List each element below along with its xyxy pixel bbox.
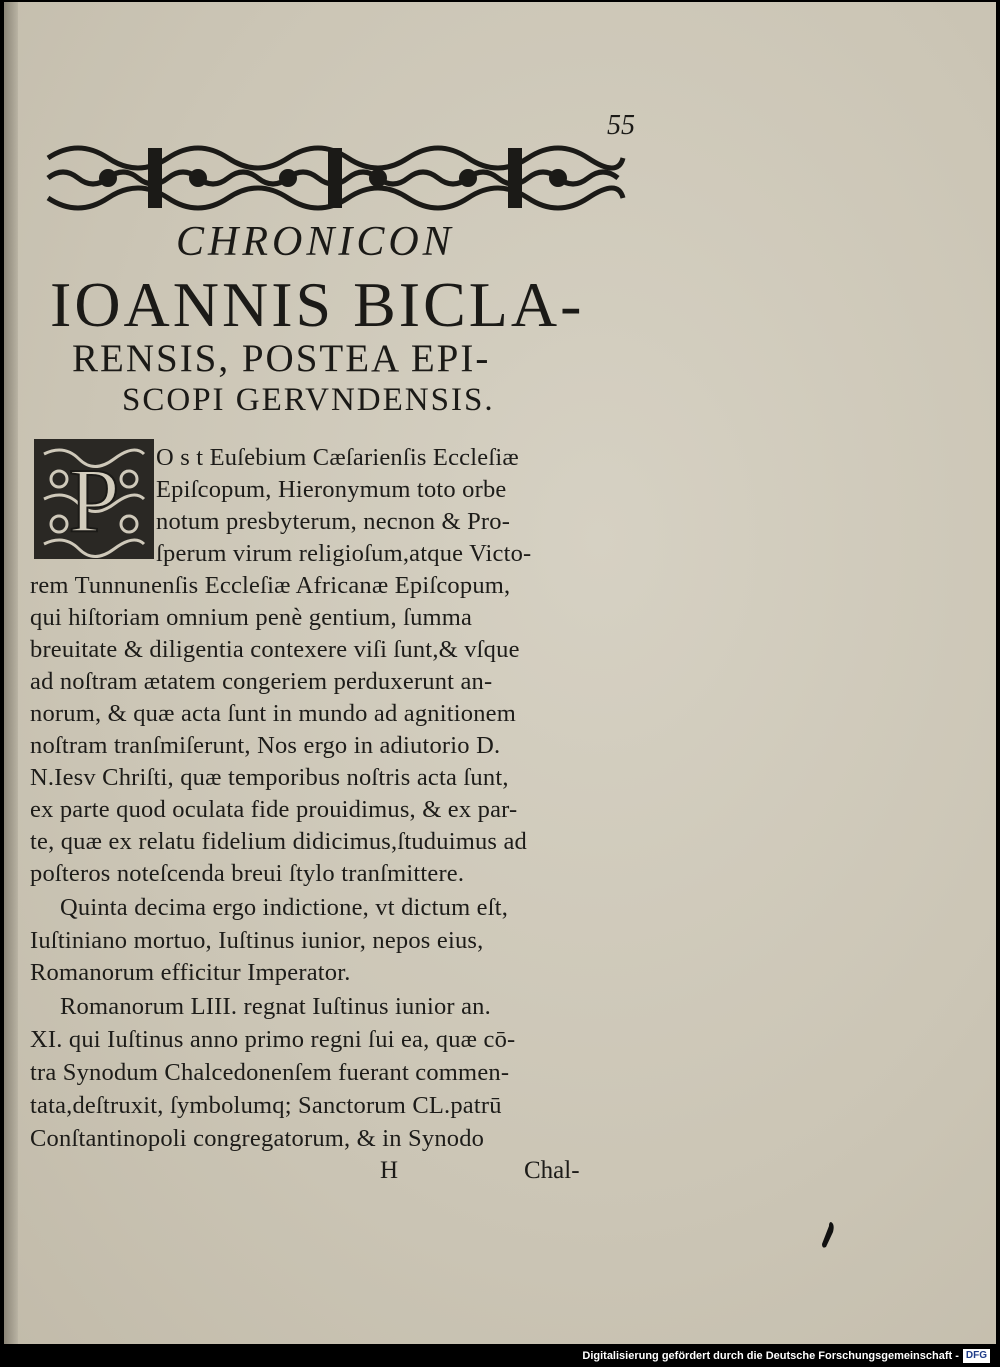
footer-credit (582, 1348, 990, 1364)
footer-text: Digitalisierung gefördert durch die Deutsche Forschungsgemeinschaft - (582, 1350, 959, 1362)
text-line: tra Synodum Chalcedonenſem fuerant commen- (30, 1059, 510, 1086)
ink-blot-icon (819, 1220, 837, 1250)
text-line: N.Iesv Chriſti, quæ temporibus noſtris acta ſunt, (30, 764, 509, 791)
text-line: ſperum virum religioſum,atque Victo- (156, 540, 532, 567)
catchword: Chal- (524, 1157, 580, 1184)
text-line: Iuſtiniano mortuo, Iuſtinus iunior, nepos eius, (30, 927, 484, 954)
text-line: XI. qui Iuſtinus anno primo regni ſui ea, quæ cō- (30, 1026, 516, 1053)
text-line: noſtram tranſmiſerunt, Nos ergo in adiutorio D. (30, 732, 501, 759)
title-line-3: RENSIS, POSTEA EPI- (72, 337, 491, 380)
decorated-initial-P-icon (34, 439, 154, 559)
dfg-logo-icon: DFG (963, 1349, 990, 1363)
page-gutter (4, 2, 18, 1344)
book-page (4, 2, 996, 1344)
text-line: ad noſtram ætatem congeriem perduxerunt an- (30, 668, 493, 695)
floral-headpiece-ornament-icon (38, 138, 628, 218)
text-line: te, quæ ex relatu fidelium didicimus,ſtuduimus ad (30, 828, 528, 855)
text-line: Quinta decima ergo indictione, vt dictum eſt, (60, 894, 509, 921)
signature-mark: H (380, 1157, 399, 1184)
text-line: breuitate & diligentia contexere viſi ſunt,& vſque (30, 636, 520, 663)
text-line: Romanorum efficitur Imperator. (30, 959, 351, 986)
svg-text:P: P (68, 449, 120, 551)
text-line: qui hiſtoriam omnium penè gentium, ſumma (30, 604, 473, 631)
text-line: Romanorum LIII. regnat Iuſtinus iunior an. (60, 993, 491, 1020)
text-line: rem Tunnunenſis Eccleſiæ Africanæ Epiſcopum, (30, 572, 511, 599)
text-line: norum, & quæ acta ſunt in mundo ad agnitionem (30, 700, 516, 727)
text-line: ex parte quod oculata fide prouidimus, & ex par- (30, 796, 518, 823)
page-number: 55 (607, 110, 635, 141)
text-line: notum presbyterum, necnon & Pro- (156, 508, 511, 535)
title-author: IOANNIS BICLA- (50, 269, 585, 340)
text-line: tata,deſtruxit, ſymbolumq; Sanctorum CL.patrū (30, 1092, 502, 1119)
title-line-4: SCOPI GERVNDENSIS. (122, 382, 495, 418)
text-line: O s t Euſebium Cæſarienſis Eccleſiæ (156, 444, 519, 471)
text-line: Conſtantinopoli congregatorum, & in Synodo (30, 1125, 485, 1152)
title-chronicon: CHRONICON (176, 219, 455, 265)
text-line: Epiſcopum, Hieronymum toto orbe (156, 476, 507, 503)
text-line: poſteros noteſcenda breui ſtylo tranſmittere. (30, 860, 465, 887)
